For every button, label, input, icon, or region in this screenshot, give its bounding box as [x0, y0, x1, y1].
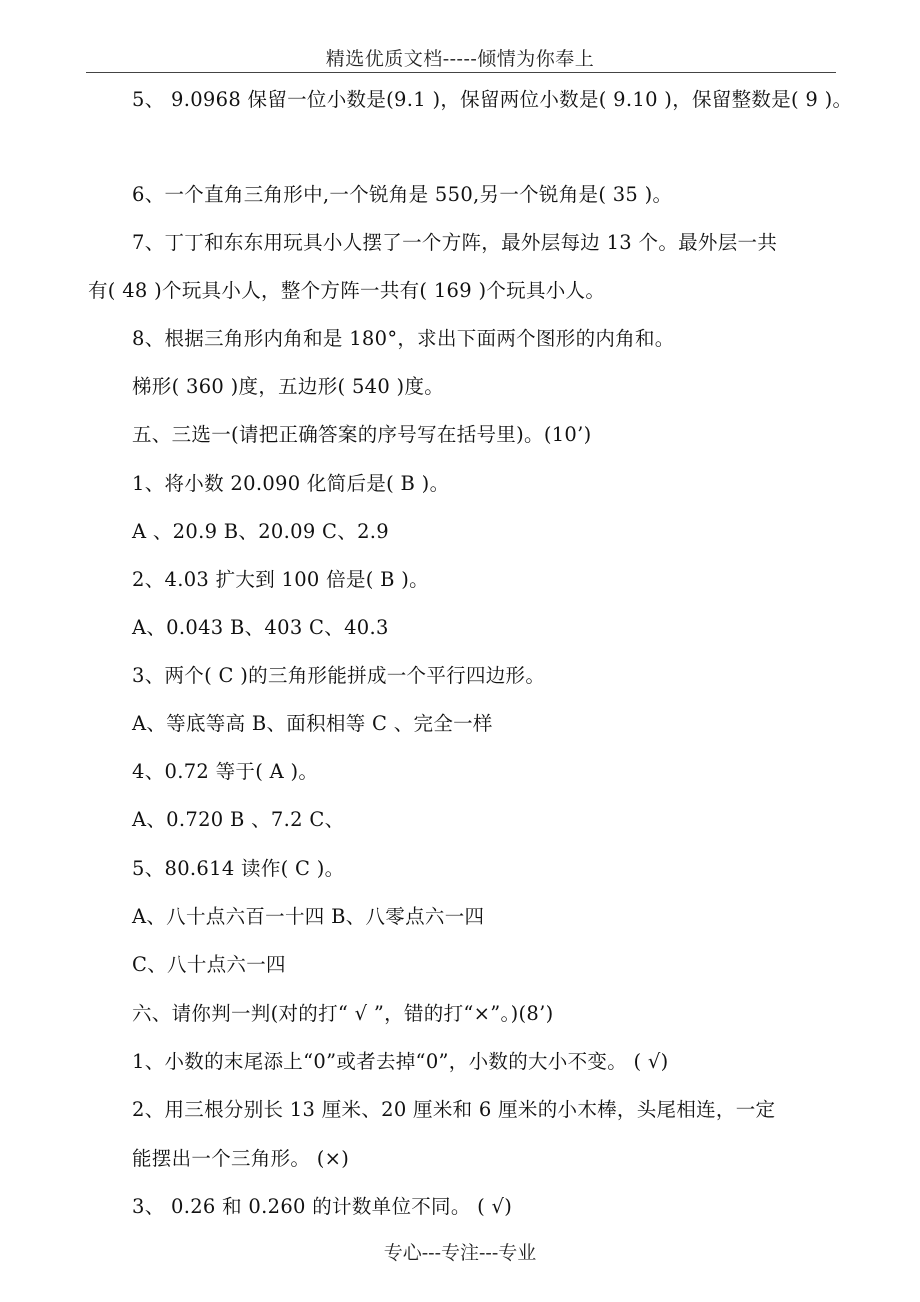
page-header: 精选优质文档-----倾情为你奉上: [325, 48, 595, 70]
q5-item-5: 5、80.614 读作( C )。: [132, 857, 345, 880]
header-divider: [86, 72, 836, 73]
q5-item-5-option-c: C、八十点六一四: [132, 953, 286, 976]
q6-item-1: 1、小数的末尾添上“0”或者去掉“0”，小数的大小不变。 ( √): [132, 1050, 669, 1073]
q5-item-4-options: A、0.720 B 、7.2 C、: [132, 808, 345, 831]
q6-item-2-line1: 2、用三根分别长 13 厘米、20 厘米和 6 厘米的小木棒，头尾相连，一定: [132, 1098, 776, 1121]
q5-item-1-options: A 、20.9 B、20.09 C、2.9: [132, 520, 389, 543]
q6-item-3: 3、 0.26 和 0.260 的计数单位不同。 ( √): [132, 1195, 513, 1218]
q5-item-5-options-ab: A、八十点六百一十四 B、八零点六一四: [132, 905, 485, 928]
page-footer: 专心---专注---专业: [383, 1242, 537, 1264]
q4-item-7-line1: 7、丁丁和东东用玩具小人摆了一个方阵，最外层每边 13 个。最外层一共: [132, 231, 778, 254]
q5-item-2: 2、4.03 扩大到 100 倍是( B )。: [132, 568, 429, 591]
q5-item-3: 3、两个( C )的三角形能拼成一个平行四边形。: [132, 664, 546, 687]
q4-item-7-line2: 有( 48 )个玩具小人，整个方阵一共有( 169 )个玩具小人。: [88, 279, 606, 302]
q4-item-5: 5、 9.0968 保留一位小数是(9.1 )，保留两位小数是( 9.10 )，保留整数是( 9 )。: [132, 88, 853, 111]
q4-item-6: 6、一个直角三角形中,一个锐角是 550,另一个锐角是( 35 )。: [132, 183, 673, 206]
q5-item-3-options: A、等底等高 B、面积相等 C 、完全一样: [132, 712, 493, 735]
section-6-heading: 六、请你判一判(对的打“ √ ”，错的打“×”。)(8’): [132, 1002, 554, 1025]
q5-item-1: 1、将小数 20.090 化简后是( B )。: [132, 472, 450, 495]
q5-item-2-options: A、0.043 B、403 C、40.3: [132, 616, 389, 639]
section-5-heading: 五、三选一(请把正确答案的序号写在括号里)。(10’): [132, 423, 592, 446]
q4-item-8-answer: 梯形( 360 )度，五边形( 540 )度。: [132, 375, 445, 398]
q4-item-8: 8、根据三角形内角和是 180°，求出下面两个图形的内角和。: [132, 327, 675, 350]
q6-item-2-line2: 能摆出一个三角形。 (×): [132, 1147, 350, 1170]
q5-item-4: 4、0.72 等于( A )。: [132, 760, 319, 783]
